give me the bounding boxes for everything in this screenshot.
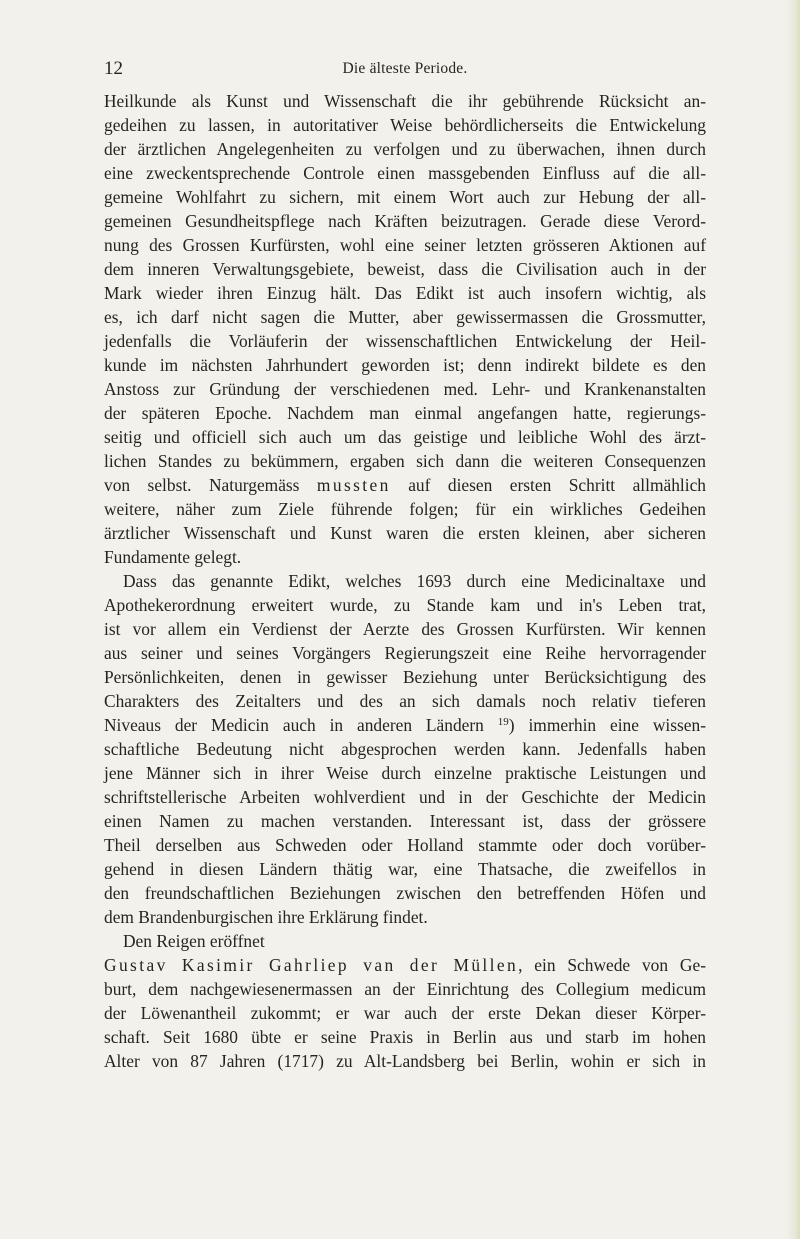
text-line: Theil derselben aus Schweden oder Holland stammte oder doch vorüber- [104,835,706,855]
spaced-emphasis: Gustav Kasimir Gahrliep van der Müllen [104,955,519,975]
page-edge [786,0,800,1239]
text-line: der Löwenantheil zukommt; er war auch der erste Dekan dieser Körper- [104,1003,706,1023]
text-line: Den Reigen eröffnet [123,931,265,951]
text-line: gehend in diesen Ländern thätig war, eine Thatsache, die zweifellos in [104,859,706,879]
text-line: von selbst. Naturgemäss mussten auf diesen ersten Schritt allmählich [104,475,706,495]
text-line: der späteren Epoche. Nachdem man einmal angefangen hatte, regierungs- [104,403,706,423]
text-line: Alter von 87 Jahren (1717) zu Alt-Landsberg bei Berlin, wohin er sich in [104,1051,706,1071]
text-line: jedenfalls die Vorläuferin der wissenschaftlichen Entwickelung der Heil- [104,331,706,351]
page-header [104,58,706,84]
text-line: Gustav Kasimir Gahrliep van der Müllen, ein Schwede von Ge- [104,955,706,975]
text-line: jene Männer sich in ihrer Weise durch einzelne praktische Leistungen und [104,763,706,783]
text-line: gemeine Wohlfahrt zu sichern, mit einem Wort auch zur Hebung der all- [104,187,706,207]
page-number: 12 [104,58,123,79]
text-line: Fundamente gelegt. [104,547,242,567]
text-line: dem Brandenburgischen ihre Erklärung findet. [104,907,428,927]
text-line: ist vor allem ein Verdienst der Aerzte des Grossen Kurfürsten. Wir kennen [104,619,706,639]
text-line: einen Namen zu machen verstanden. Interessant ist, dass der grössere [104,811,706,831]
spaced-emphasis: mussten [316,475,391,495]
text-line: nung des Grossen Kurfürsten, wohl eine seiner letzten grösseren Aktionen auf [104,235,706,255]
text-line: Heilkunde als Kunst und Wissenschaft die ihr gebührende Rücksicht an- [104,91,706,111]
text-line: ärztlicher Wissenschaft und Kunst waren die ersten kleinen, aber sicheren [104,523,706,543]
text-line: der ärztlichen Angelegenheiten zu verfolgen und zu überwachen, ihnen durch [104,139,706,159]
text-line: kunde im nächsten Jahrhundert geworden ist; denn indirekt bildete es den [104,355,706,375]
text-line: aus seiner und seines Vorgängers Regierungszeit eine Reihe hervorragender [104,643,706,663]
text-line: Niveaus der Medicin auch in anderen Ländern $^{19}$) immerhin eine wissen- [104,715,706,735]
text-line: Mark wieder ihren Einzug hält. Das Edikt ist auch insofern wichtig, als [104,283,706,303]
text-line: gedeihen zu lassen, in autoritativer Weise behördlicherseits die Entwickelung [104,115,706,135]
text-line: gemeinen Gesundheitspflege nach Kräften beizutragen. Gerade diese Verord- [104,211,706,231]
text-line: schaft. Seit 1680 übte er seine Praxis in Berlin aus und starb im hohen [104,1027,706,1047]
paragraph [104,953,706,1073]
running-title: Die älteste Periode. [342,60,468,77]
footnote-marker: 19 [497,716,509,728]
body-text [104,89,706,1073]
text-line: burt, dem nachgewiesenermassen an der Einrichtung des Collegium medicum [104,979,706,999]
text-line: den freundschaftlichen Beziehungen zwischen den betreffenden Höfen und [104,883,706,903]
text-line: schriftstellerische Arbeiten wohlverdient und in der Geschichte der Medicin [104,787,706,807]
paragraph [104,89,706,569]
paragraph [104,569,706,929]
text-line: Anstoss zur Gründung der verschiedenen med. Lehr- und Krankenanstalten [104,379,706,399]
text-line: Persönlichkeiten, denen in gewisser Beziehung unter Berücksichtigung des [104,667,706,687]
text-line: Dass das genannte Edikt, welches 1693 durch eine Medicinaltaxe und [123,571,706,591]
text-line: Charakters des Zeitalters und des an sich damals noch relativ tieferen [104,691,706,711]
text-line: eine zweckentsprechende Controle einen massgebenden Einfluss auf die all- [104,163,706,183]
text-line: weitere, näher zum Ziele führende folgen; für ein wirkliches Gedeihen [104,499,706,519]
text-line: es, ich darf nicht sagen die Mutter, aber gewissermassen die Grossmutter, [104,307,706,327]
text-line: lichen Standes zu bekümmern, ergaben sich dann die weiteren Consequenzen [104,451,706,471]
text-line: dem inneren Verwaltungsgebiete, beweist, dass die Civilisation auch in der [104,259,706,279]
text-line: Apothekerordnung erweitert wurde, zu Stande kam und in's Leben trat, [104,595,706,615]
text-line: schaftliche Bedeutung nicht abgesprochen werden kann. Jedenfalls haben [104,739,706,759]
paragraph [104,929,706,953]
text-line: seitig und officiell sich auch um das geistige und leibliche Wohl des ärzt- [104,427,706,447]
